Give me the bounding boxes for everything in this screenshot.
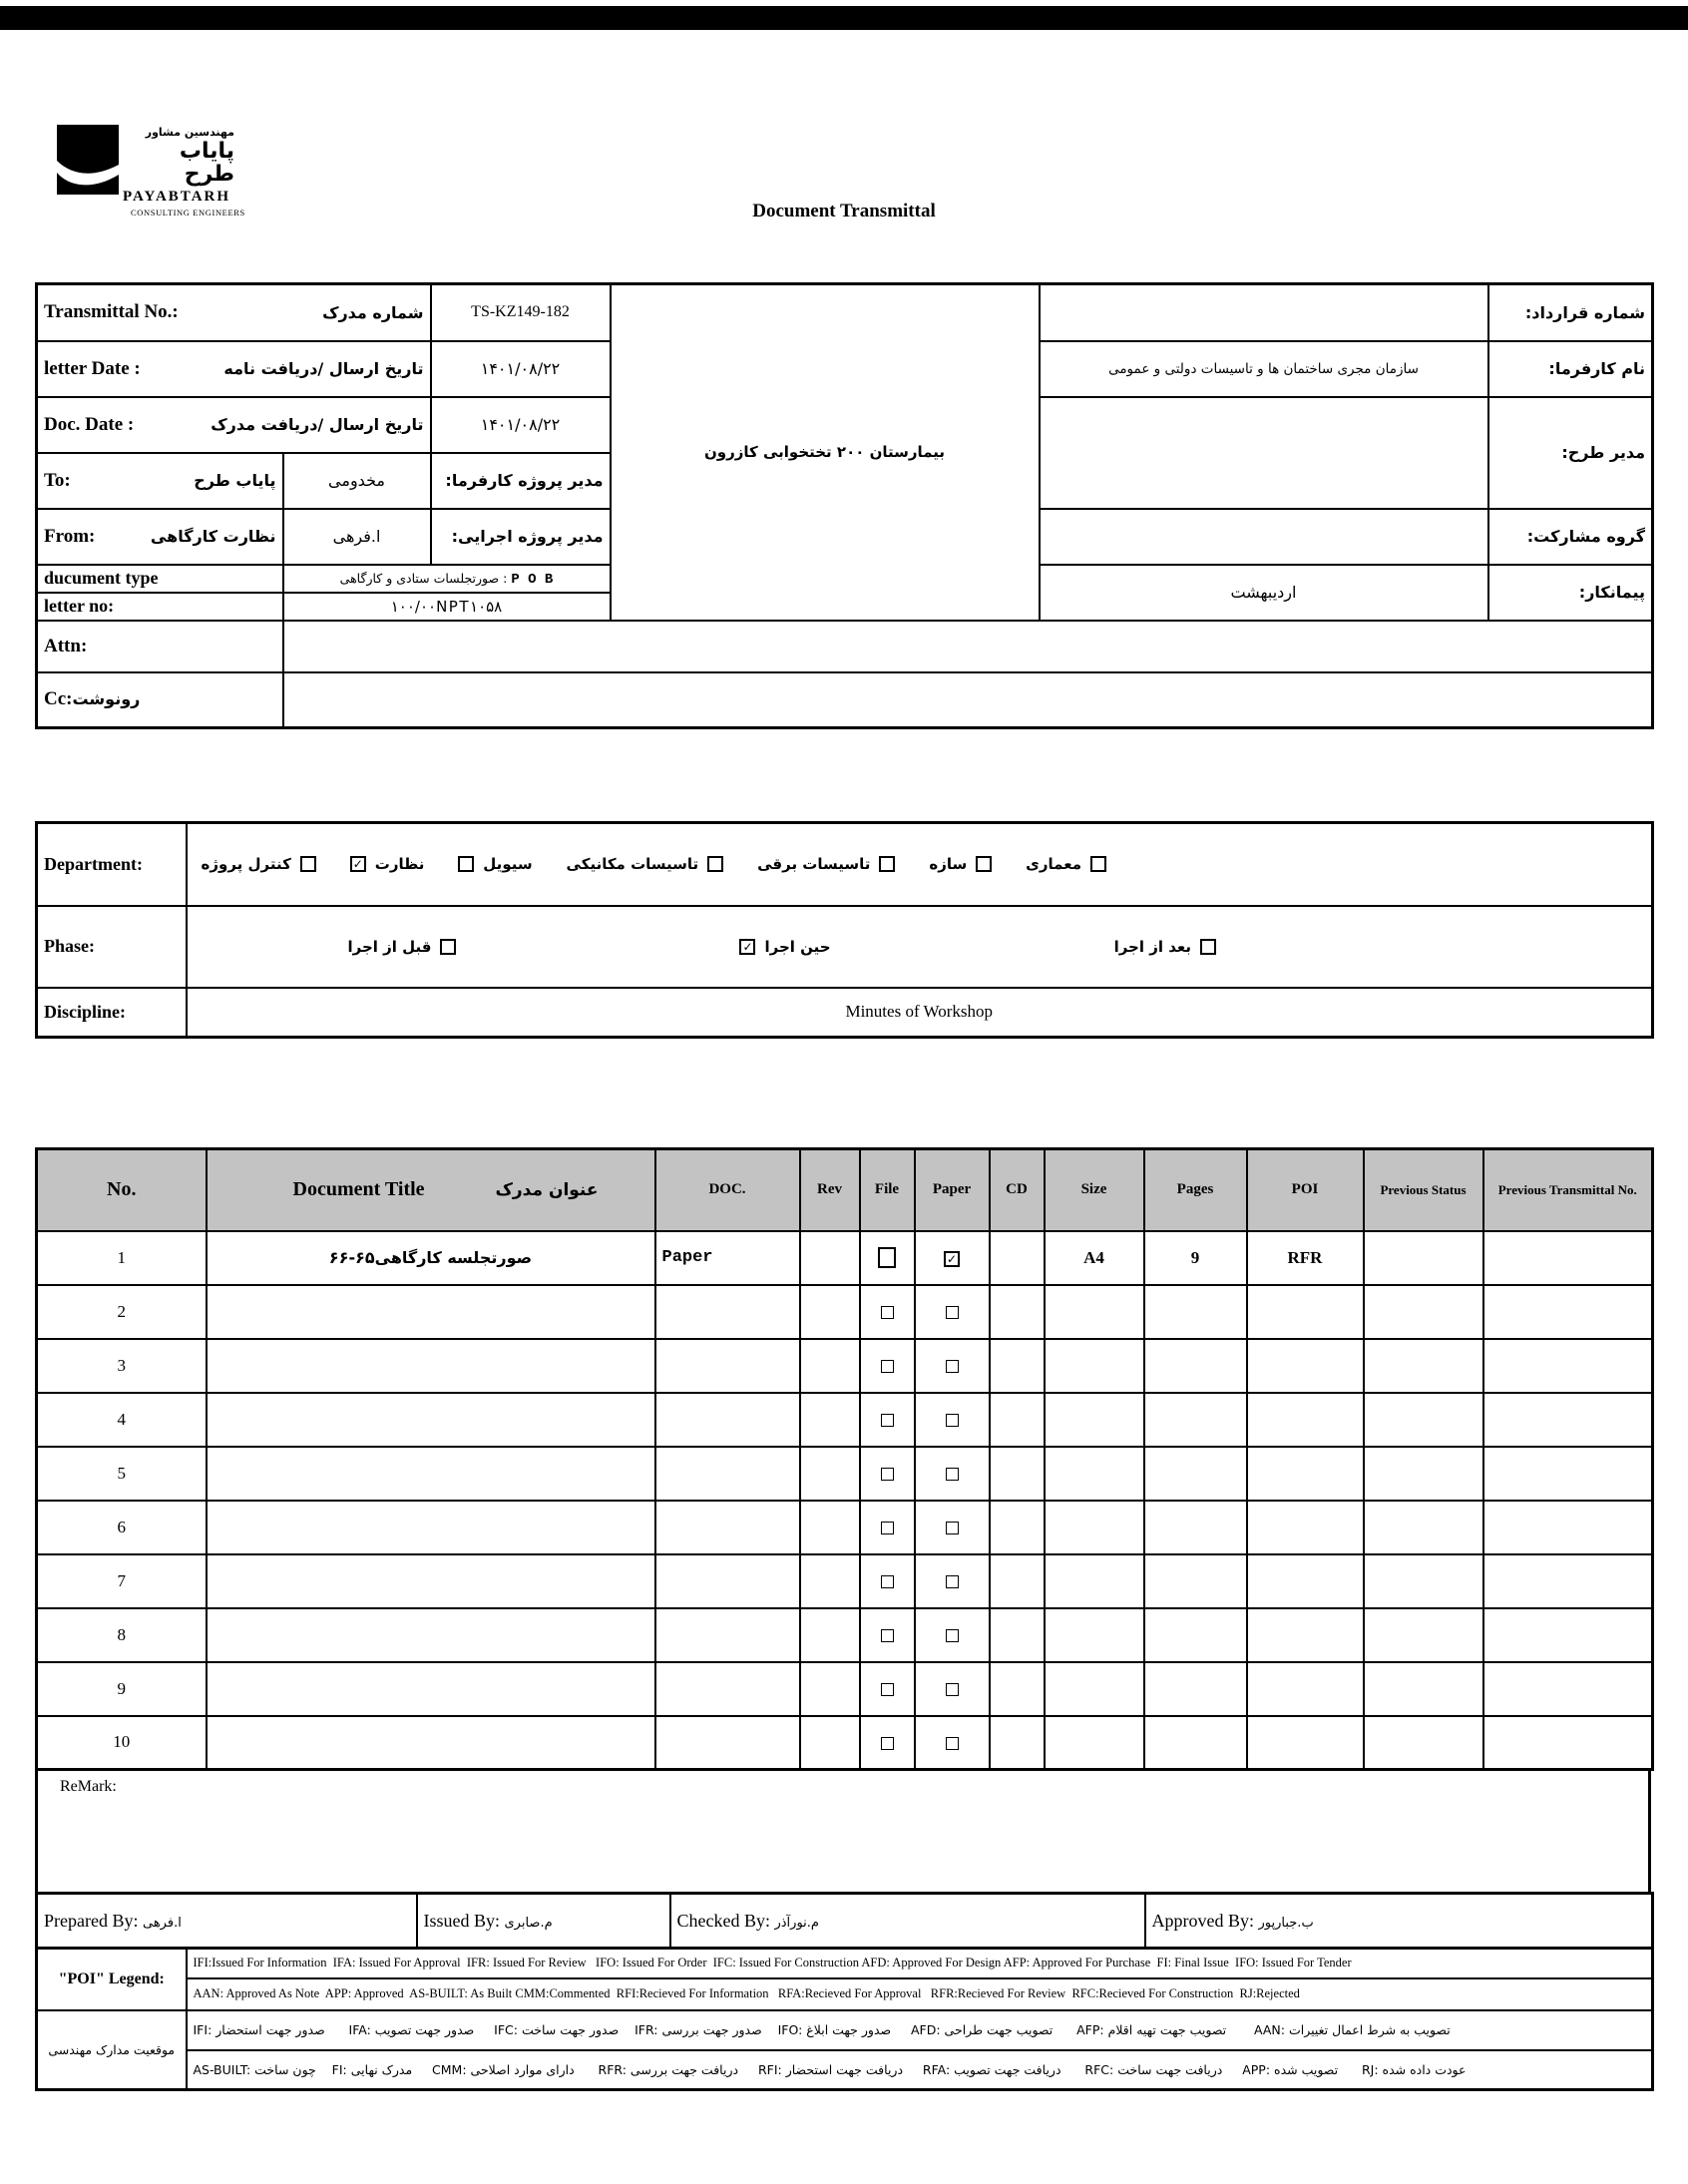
- dept-label-mechanical: تاسیسات مکانیکی: [566, 855, 699, 874]
- legend-fa-row-1: [37, 2010, 1653, 2050]
- transmittal-label-en: Transmittal No.:: [44, 301, 179, 323]
- col-paper: Paper: [915, 1149, 990, 1231]
- contract-no-value: [1040, 284, 1488, 341]
- row-doc: [655, 1285, 800, 1339]
- discipline-row: [37, 988, 1653, 1038]
- signature-row: [35, 1892, 1654, 1950]
- row-prev-status: [1364, 1662, 1483, 1716]
- from-label: From:: [44, 525, 96, 547]
- doc-date-label-en: Doc. Date :: [44, 413, 135, 435]
- col-size: Size: [1045, 1149, 1144, 1231]
- row-no: 3: [37, 1339, 207, 1393]
- row-file-cell: [860, 1716, 915, 1770]
- letter-date-label-cell: [37, 341, 431, 397]
- cc-label: Cc:: [44, 688, 73, 710]
- transmittal-label-cell: [37, 284, 431, 341]
- partnership-value: [1040, 509, 1488, 565]
- row-pages: [1144, 1716, 1247, 1770]
- phase-option-before: [348, 938, 457, 956]
- prepared-by-value: ا.فرهی: [142, 1915, 182, 1931]
- row-cd: [990, 1393, 1045, 1447]
- table-row-6: [37, 1501, 1653, 1554]
- header-grid: [35, 282, 1654, 729]
- row-file-cell: [860, 1608, 915, 1662]
- col-doc: DOC.: [655, 1149, 800, 1231]
- letter-no-value: ۱۰۰/۰۰NPT۱۰۵۸: [283, 593, 611, 621]
- row-file-cell: [860, 1447, 915, 1501]
- logo-fa-subtitle: مهندسین مشاور: [145, 126, 234, 139]
- row-cd: [990, 1339, 1045, 1393]
- row1-doc: Paper: [655, 1231, 800, 1285]
- poi-legend-table: [35, 1947, 1654, 2091]
- doc-type-value-fa: صورتجلسات ستادی و کارگاهی :: [339, 570, 508, 586]
- letter-no-label-cell: [37, 593, 283, 621]
- row-size: [1045, 1339, 1144, 1393]
- row-rev: [800, 1554, 860, 1608]
- phase-row: [37, 906, 1653, 988]
- logo-en-subtitle: CONSULTING ENGINEERS: [131, 208, 245, 218]
- attn-label-cell: [37, 621, 283, 672]
- row-title: [207, 1393, 655, 1447]
- phase-label: Phase:: [44, 936, 95, 956]
- row-title: [207, 1608, 655, 1662]
- row-doc: [655, 1662, 800, 1716]
- discipline-label: Discipline:: [44, 1001, 127, 1022]
- paper-checkbox[interactable]: [946, 1414, 959, 1427]
- paper-checkbox[interactable]: [946, 1522, 959, 1534]
- row-paper-cell: [915, 1285, 990, 1339]
- department-label-cell: [37, 823, 187, 906]
- row-poi: [1247, 1608, 1364, 1662]
- col-title-fa: عنوان مدرک: [495, 1179, 599, 1200]
- row-rev: [800, 1285, 860, 1339]
- cc-value: [283, 672, 1653, 728]
- paper-checkbox[interactable]: [946, 1683, 959, 1696]
- row-paper-cell: [915, 1393, 990, 1447]
- legend-fa-line-2: AS-BUILT: چون ساخت FI: مدرک نهایی CMM: دارای موارد اصلاحی RFR: دریافت جهت بررسی RFI: دریافت جهت استحضار RFA: دریافت جهت تصویب RFC: دریافت جهت ساخت APP: تصویب شده RJ: عودت داده شده: [187, 2050, 1653, 2090]
- row-poi: [1247, 1447, 1364, 1501]
- row-cd: [990, 1716, 1045, 1770]
- dept-option-control-project: [202, 855, 316, 873]
- to-value: پایاب طرح: [194, 471, 276, 490]
- dept-label-structure: سازه: [929, 855, 968, 874]
- row-no: 8: [37, 1608, 207, 1662]
- row-size: [1045, 1662, 1144, 1716]
- row-size: [1045, 1608, 1144, 1662]
- row1-no: 1: [37, 1231, 207, 1285]
- row-no: 5: [37, 1447, 207, 1501]
- file-checkbox[interactable]: [881, 1414, 894, 1427]
- col-no: No.: [37, 1149, 207, 1231]
- phase-option-during: [739, 938, 830, 956]
- dept-option-electrical: [757, 855, 895, 873]
- file-checkbox[interactable]: [881, 1360, 894, 1373]
- table-row-4: [37, 1393, 1653, 1447]
- prepared-by-cell: [37, 1894, 417, 1949]
- row-prev-status: [1364, 1285, 1483, 1339]
- phase-checkbox-after[interactable]: [1200, 939, 1216, 955]
- client-name-value: سازمان مجری ساختمان ها و تاسیسات دولتی و عمومی: [1040, 341, 1488, 397]
- logo-swoosh-icon: [57, 125, 119, 195]
- doc-date-label-fa: تاریخ ارسال /دریافت مدرک: [211, 415, 424, 434]
- row-rev: [800, 1393, 860, 1447]
- row-doc: [655, 1554, 800, 1608]
- cc-label-cell: [37, 672, 283, 728]
- row-poi: [1247, 1339, 1364, 1393]
- row-pages: [1144, 1285, 1247, 1339]
- table-row-9: [37, 1662, 1653, 1716]
- table-row-3: [37, 1339, 1653, 1393]
- doc-date-label-cell: [37, 397, 431, 453]
- row-paper-cell: [915, 1554, 990, 1608]
- phase-label-cell: [37, 906, 187, 988]
- row-paper-cell: [915, 1447, 990, 1501]
- table-header-row: [37, 1149, 1653, 1231]
- letter-no-label: letter no:: [44, 596, 115, 616]
- row-doc: [655, 1393, 800, 1447]
- row1-prev-status: [1364, 1231, 1483, 1285]
- approved-by-value: ب.جبارپور: [1258, 1915, 1314, 1931]
- attn-label: Attn:: [44, 635, 88, 656]
- phase-option-after: [1114, 938, 1216, 956]
- row-paper-cell: [915, 1716, 990, 1770]
- logo-fa-name: پایاب طرح: [179, 139, 234, 188]
- row-poi: [1247, 1285, 1364, 1339]
- legend-en-line-1: IFI:Issued For Information IFA: Issued For Approval IFR: Issued For Review IFO: Issued For Order IFC: Issued For Construction AFD: Approved For Design AFP: Approved For Purchase FI: Final Issue IFO: Issued For Tender: [187, 1949, 1653, 1978]
- to-cell: [37, 453, 283, 509]
- row1-title: صورتجلسه کارگاهی۶۵-۶۶: [207, 1231, 655, 1285]
- row-cc: [37, 672, 1653, 728]
- dept-checkbox-mechanical[interactable]: [707, 856, 723, 872]
- contractor-label: پیمانکار:: [1488, 565, 1653, 621]
- client-name-label: نام کارفرما:: [1488, 341, 1653, 397]
- legend-fa-row-2: [37, 2050, 1653, 2090]
- row-rev: [800, 1662, 860, 1716]
- file-checkbox[interactable]: [881, 1629, 894, 1642]
- legend-en-row-1: [37, 1949, 1653, 1978]
- header-table: [35, 282, 1654, 729]
- paper-checkbox[interactable]: [946, 1629, 959, 1642]
- phase-label-after: بعد از اجرا: [1113, 937, 1191, 956]
- project-name-cell: [611, 284, 1040, 621]
- row-prev-status: [1364, 1501, 1483, 1554]
- client-pm-label: مدیر پروژه کارفرما:: [431, 453, 611, 509]
- phase-label-during: حین اجرا: [764, 937, 831, 956]
- row-cd: [990, 1554, 1045, 1608]
- dept-checkbox-supervision[interactable]: ✓: [350, 856, 366, 872]
- row-prev-transmittal: [1483, 1393, 1653, 1447]
- row-paper-cell: [915, 1501, 990, 1554]
- row-paper-cell: [915, 1339, 990, 1393]
- paper-checkbox[interactable]: [946, 1575, 959, 1588]
- row-poi: [1247, 1662, 1364, 1716]
- phase-checkbox-during[interactable]: ✓: [739, 939, 755, 955]
- row-file-cell: [860, 1662, 915, 1716]
- dept-checkbox-control-project[interactable]: [300, 856, 316, 872]
- row-file-cell: [860, 1554, 915, 1608]
- department-options-cell: [187, 823, 1653, 906]
- dept-checkbox-civil[interactable]: [458, 856, 474, 872]
- logo-en-name: PAYABTARH: [123, 189, 231, 206]
- col-file: File: [860, 1149, 915, 1231]
- cc-label-fa: رونوشت: [72, 689, 141, 709]
- classification-grid: [35, 821, 1654, 1039]
- row-poi: [1247, 1393, 1364, 1447]
- doc-type-label-cell: [37, 565, 283, 593]
- row1-prev-transmittal: [1483, 1231, 1653, 1285]
- row-prev-transmittal: [1483, 1608, 1653, 1662]
- dept-label-civil: سیویل: [483, 855, 533, 874]
- issued-by-value: م.صابری: [504, 1915, 553, 1931]
- table-row-7: [37, 1554, 1653, 1608]
- doc-type-label: ducument type: [44, 568, 159, 588]
- row-no: 10: [37, 1716, 207, 1770]
- row-title: [207, 1662, 655, 1716]
- col-rev: Rev: [800, 1149, 860, 1231]
- col-pages: Pages: [1144, 1149, 1247, 1231]
- dept-option-architecture: [1026, 855, 1106, 873]
- dept-label-supervision: نظارت: [374, 855, 425, 874]
- row-prev-transmittal: [1483, 1716, 1653, 1770]
- design-manager-value: [1040, 397, 1488, 509]
- file-checkbox[interactable]: [881, 1683, 894, 1696]
- row-poi: [1247, 1716, 1364, 1770]
- row-title: [207, 1285, 655, 1339]
- phase-options-cell: [187, 906, 1653, 988]
- file-checkbox[interactable]: [881, 1306, 894, 1319]
- document-list-table: [35, 1147, 1654, 1771]
- file-checkbox[interactable]: [881, 1468, 894, 1481]
- issued-by-label: Issued By:: [423, 1910, 500, 1931]
- paper-checkbox[interactable]: [946, 1737, 959, 1750]
- row1-rev: [800, 1231, 860, 1285]
- discipline-label-cell: [37, 988, 187, 1038]
- row-no: 9: [37, 1662, 207, 1716]
- dept-checkbox-electrical[interactable]: [879, 856, 895, 872]
- row-pages: [1144, 1501, 1247, 1554]
- row-prev-transmittal: [1483, 1554, 1653, 1608]
- row-prev-status: [1364, 1339, 1483, 1393]
- row-size: [1045, 1447, 1144, 1501]
- row-pages: [1144, 1393, 1247, 1447]
- phase-checkbox-before[interactable]: [440, 939, 456, 955]
- row-prev-status: [1364, 1716, 1483, 1770]
- row-size: [1045, 1501, 1144, 1554]
- row-transmittal: [37, 284, 1653, 341]
- file-checkbox[interactable]: [878, 1247, 896, 1268]
- exec-pm-label: مدیر پروژه اجرایی:: [431, 509, 611, 565]
- table-row-1: [37, 1231, 1653, 1285]
- row-doc: [655, 1447, 800, 1501]
- file-checkbox[interactable]: [881, 1575, 894, 1588]
- checked-by-value: م.نورآذر: [774, 1915, 819, 1931]
- row1-cd: [990, 1231, 1045, 1285]
- doc-date-value: ۱۴۰۱/۰۸/۲۲: [431, 397, 611, 453]
- table-row-8: [37, 1608, 1653, 1662]
- row-prev-status: [1364, 1554, 1483, 1608]
- row1-file-cell: [860, 1231, 915, 1285]
- partnership-label: گروه مشارکت:: [1488, 509, 1653, 565]
- row-no: 2: [37, 1285, 207, 1339]
- letter-date-value: ۱۴۰۱/۰۸/۲۲: [431, 341, 611, 397]
- approved-by-label: Approved By:: [1151, 1910, 1254, 1931]
- row-prev-transmittal: [1483, 1447, 1653, 1501]
- row-prev-status: [1364, 1608, 1483, 1662]
- contract-no-label: شماره قرارداد:: [1488, 284, 1653, 341]
- row-no: 6: [37, 1501, 207, 1554]
- checked-by-label: Checked By:: [676, 1910, 770, 1931]
- paper-checkbox[interactable]: [946, 1468, 959, 1481]
- table-row-5: [37, 1447, 1653, 1501]
- page-title: Document Transmittal: [752, 201, 936, 221]
- row-doc: [655, 1501, 800, 1554]
- to-label: To:: [44, 469, 71, 491]
- transmittal-no-value: TS-KZ149-182: [431, 284, 611, 341]
- col-poi: POI: [1247, 1149, 1364, 1231]
- row-rev: [800, 1501, 860, 1554]
- row1-poi: RFR: [1247, 1231, 1364, 1285]
- row-doc: [655, 1716, 800, 1770]
- checked-by-cell: [670, 1894, 1145, 1949]
- row-file-cell: [860, 1393, 915, 1447]
- dept-option-mechanical: [567, 855, 724, 873]
- to-person: مخدومی: [283, 453, 431, 509]
- row-size: [1045, 1716, 1144, 1770]
- prepared-by-label: Prepared By:: [44, 1910, 139, 1931]
- row-doc: [655, 1608, 800, 1662]
- row-size: [1045, 1554, 1144, 1608]
- row-file-cell: [860, 1501, 915, 1554]
- row-pages: [1144, 1554, 1247, 1608]
- remark-label: ReMark:: [60, 1778, 117, 1795]
- dept-option-structure: [929, 855, 992, 873]
- letter-date-label-en: letter Date :: [44, 357, 141, 379]
- poi-legend-label: "POI" Legend:: [37, 1949, 187, 2010]
- col-title: [207, 1149, 655, 1231]
- row-no: 4: [37, 1393, 207, 1447]
- row-file-cell: [860, 1285, 915, 1339]
- row-title: [207, 1716, 655, 1770]
- row-cd: [990, 1285, 1045, 1339]
- row-cd: [990, 1447, 1045, 1501]
- row-prev-status: [1364, 1393, 1483, 1447]
- paper-checkbox[interactable]: [946, 1306, 959, 1319]
- phase-label-before: قبل از اجرا: [347, 937, 432, 956]
- transmittal-label-fa: شماره مدرک: [322, 302, 424, 322]
- row1-size: A4: [1045, 1231, 1144, 1285]
- legend-en-line-2: AAN: Approved As Note APP: Approved AS-BUILT: As Built CMM:Commented RFI:Recieved For Information RFA:Recieved For Approval RFR:Recieved For Review RFC:Recieved For Construction RJ:Rejected: [187, 1978, 1653, 2010]
- row-poi: [1247, 1554, 1364, 1608]
- classification-table: [35, 821, 1654, 1039]
- row-attn: [37, 621, 1653, 672]
- doc-type-value-cell: [283, 565, 611, 593]
- table-row-2: [37, 1285, 1653, 1339]
- design-manager-label: مدیر طرح:: [1488, 397, 1653, 509]
- dept-checkbox-structure[interactable]: [976, 856, 992, 872]
- row-cd: [990, 1608, 1045, 1662]
- col-prev-transmittal: Previous Transmittal No.: [1483, 1149, 1653, 1231]
- row-rev: [800, 1339, 860, 1393]
- approved-by-cell: [1145, 1894, 1653, 1949]
- project-name: بیمارستان ۲۰۰ تختخوابی کازرون: [703, 442, 946, 461]
- discipline-value: Minutes of Workshop: [187, 988, 1653, 1038]
- row-paper-cell: [915, 1662, 990, 1716]
- dept-label-control-project: کنترل پروژه: [201, 855, 291, 874]
- row-paper-cell: [915, 1608, 990, 1662]
- top-black-bar: [0, 6, 1688, 30]
- from-person: ا.فرهی: [283, 509, 431, 565]
- dept-checkbox-architecture[interactable]: [1090, 856, 1106, 872]
- dept-option-civil: [458, 855, 532, 873]
- row-cd: [990, 1662, 1045, 1716]
- row-title: [207, 1554, 655, 1608]
- row-pages: [1144, 1339, 1247, 1393]
- legend-en-row-2: [37, 1978, 1653, 2010]
- col-prev-status: Previous Status: [1364, 1149, 1483, 1231]
- row-size: [1045, 1393, 1144, 1447]
- file-checkbox[interactable]: [881, 1522, 894, 1534]
- col-title-en: Document Title: [292, 1178, 425, 1201]
- row-file-cell: [860, 1339, 915, 1393]
- row-doc: [655, 1339, 800, 1393]
- row1-paper-cell: [915, 1231, 990, 1285]
- row-title: [207, 1339, 655, 1393]
- row-rev: [800, 1608, 860, 1662]
- issued-by-cell: [417, 1894, 670, 1949]
- table-row-10: [37, 1716, 1653, 1770]
- row-prev-transmittal: [1483, 1285, 1653, 1339]
- row1-pages: 9: [1144, 1231, 1247, 1285]
- paper-checkbox[interactable]: ✓: [944, 1251, 960, 1267]
- row-prev-transmittal: [1483, 1662, 1653, 1716]
- row-pages: [1144, 1608, 1247, 1662]
- department-row: [37, 823, 1653, 906]
- from-cell: [37, 509, 283, 565]
- payabtarh-logo-icon: [57, 125, 119, 195]
- col-cd: CD: [990, 1149, 1045, 1231]
- remark-section: [35, 1768, 1651, 1895]
- from-value: نظارت کارگاهی: [150, 527, 276, 546]
- row-rev: [800, 1447, 860, 1501]
- paper-checkbox[interactable]: [946, 1360, 959, 1373]
- doc-type-code: P O B: [511, 571, 554, 588]
- row-size: [1045, 1285, 1144, 1339]
- row-prev-status: [1364, 1447, 1483, 1501]
- row-prev-transmittal: [1483, 1339, 1653, 1393]
- row-title: [207, 1447, 655, 1501]
- row-title: [207, 1501, 655, 1554]
- department-label: Department:: [44, 853, 143, 874]
- signatures: [37, 1894, 1653, 1949]
- file-checkbox[interactable]: [881, 1737, 894, 1750]
- row-cd: [990, 1501, 1045, 1554]
- row-rev: [800, 1716, 860, 1770]
- row-poi: [1247, 1501, 1364, 1554]
- legend-fa-line-1: IFI: صدور جهت استحضار IFA: صدور جهت تصویب IFC: صدور جهت ساخت IFR: صدور جهت بررسی IFO: صدور جهت ابلاغ AFD: تصویب جهت طراحی AFP: تصویب جهت تهیه اقلام AAN: تصویب به شرط اعمال تغییرات: [187, 2010, 1653, 2050]
- row-prev-transmittal: [1483, 1501, 1653, 1554]
- row-no: 7: [37, 1554, 207, 1608]
- contractor-value: اردیبهشت: [1040, 565, 1488, 621]
- row-pages: [1144, 1662, 1247, 1716]
- dept-label-architecture: معماری: [1026, 855, 1081, 874]
- letter-date-label-fa: تاریخ ارسال /دریافت نامه: [223, 359, 424, 378]
- row-pages: [1144, 1447, 1247, 1501]
- dept-label-electrical: تاسیسات برقی: [757, 855, 871, 874]
- attn-value: [283, 621, 1653, 672]
- dept-option-supervision: [350, 855, 425, 873]
- legend-fa-label: موقعیت مدارک مهندسی: [37, 2010, 187, 2090]
